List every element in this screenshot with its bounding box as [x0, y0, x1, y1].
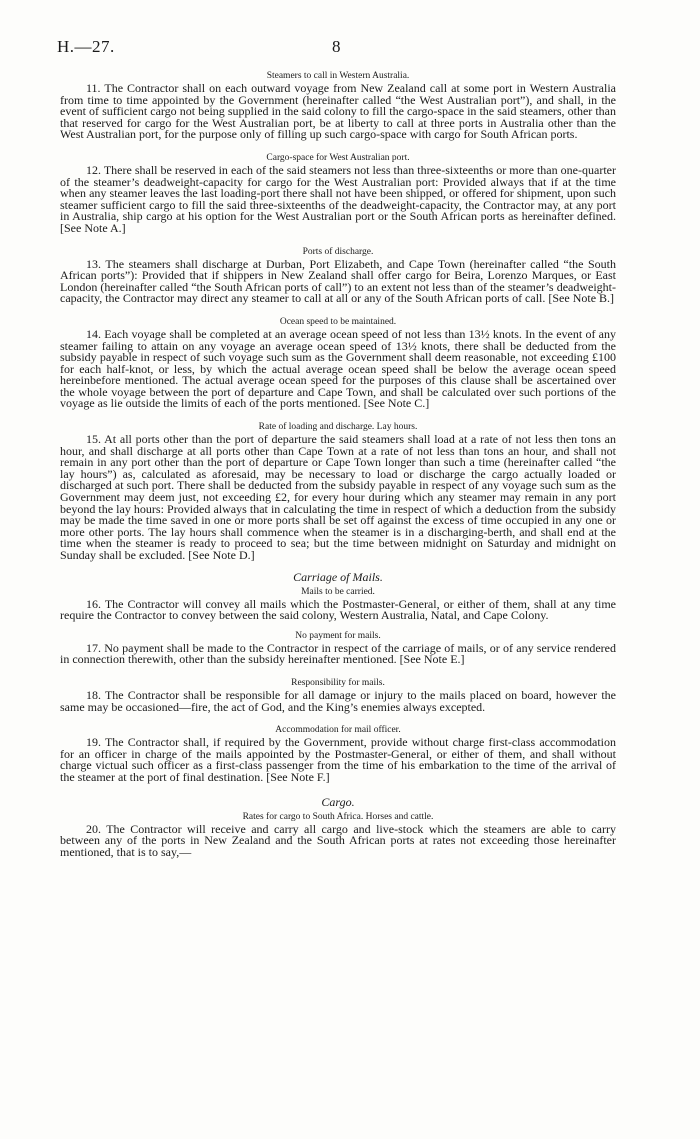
clause-text: At all ports other than the port of departure the said steamers shall load at a rate of not less then tons an hour, and shall discharge at all ports other than Cape Town at a rate of not less than tons an hour, and shall not remain in any port other than the port of departure or Cape Town longer than such a time (hereinafter called “the lay hours”) as, calculated as aforesaid, may be necessary to load or discharge the cargo actually loaded or discharged at such port. There shall be deducted from the subsidy payable in respect of any voyage such sum as the Government may deem just, not exceeding £2, for every hour during which any steamer may remain in any port beyond the lay hours: Provided always that in calculating the time in respect of which a deduction from the subsidy may be made the time saved in one or more ports shall be set off against the excess of time occupied in any one or more other ports. The lay hours shall commence when the steamer is in a discharging-berth, and shall end at the time when the steamer is ready to proceed to sea; but the time between midnight on Saturday and midnight on Sunday shall be excluded. [See Note D.] [60, 432, 617, 562]
clause-text: The Contractor shall, if required by the Government, provide without charge first-class accommodation for an officer in charge of the mails appointed by the Postmaster-General, or either of them, and shall without charge victual such officer as a first-class passenger from the time of his embarkation to the time of the arrival of the steamer at the port of final destination. [See Note F.] [60, 735, 616, 784]
clause-text: The Contractor will receive and carry all cargo and live-stock which the steamers are able to carry between any of the ports in New Zealand and the South African ports at rates not exceeding those hereinafter mentioned, that is to say,— [60, 821, 616, 859]
clause-number: 19. [86, 735, 101, 750]
clause-number: 15. [86, 432, 101, 447]
clause-text: No payment shall be made to the Contractor in respect of the carriage of mails, or of any service rendered in connection therewith, other than the subsidy hereinafter mentioned. [See Note E.] [60, 640, 617, 667]
clause-20 [60, 821, 616, 859]
part-heading: Cargo. [321, 794, 355, 809]
clause-number: 16. [86, 596, 101, 611]
document-body [60, 70, 616, 858]
clause-text: The Contractor will convey all mails which the Postmaster-General, or either of them, shall at any time require the Contractor to convey between the said colony, Western Australia, Natal, and Cape Colony. [60, 596, 616, 623]
clause-text: There shall be reserved in each of the said steamers not less than three-sixteenths or more than one-quarter of the steamer’s deadweight-capacity for cargo for the West Australian port: Provided always that if at the time when any steamer leaves the last loading-port there shall not have been shipped, or offered for shipment, upon such steamer sufficient cargo to fill the said three-sixteenths of the deadweight-capacity, the Contractor may, at any port in Australia, ship cargo at his option for the West Australian port or the South African ports as hereinafter defined. [See Note A.] [60, 162, 616, 235]
clause-text: The Contractor shall on each outward voyage from New Zealand call at some port in Western Australia from time to time appointed by the Government (hereinafter called “the West Australian port”), and shall, in the event of sufficient cargo not being supplied in the said colony to fill the cargo-space in the said steamers, other than that reserved for cargo for the West Australian port, be at liberty to call at three ports in Australia other than the West Australian port, for the purpose only of filling up such cargo-space with cargo for South African ports. [60, 81, 616, 142]
clause-18 [60, 687, 616, 714]
section-heading: No payment for mails. [295, 630, 381, 641]
clause-16 [60, 596, 616, 623]
clause-text: Each voyage shall be completed at an average ocean speed of not less than 13½ knots. In the event of any steamer failing to attain on any voyage an average ocean speed of 13½ knots, there shall be deducted from the subsidy payable in respect of such voyage such sum as the Government shall deem reasonable, not exceeding £100 for each half-knot, or less, by which the actual average ocean speed shall be below the average ocean speed hereinbefore mentioned. The actual average ocean speed for the purposes of this clause shall be ascertained over the whole voyage between the port of departure and Cape Town, and shall be calculated over such portions of the voyage as lie outside the limits of each of the ports mentioned. [See Note C.] [60, 326, 616, 411]
section-heading: Rates for cargo to South Africa. Horses and cattle. [242, 811, 434, 822]
clause-number: 13. [86, 256, 101, 271]
section-heading: Ocean speed to be maintained. [279, 316, 397, 327]
clause-15 [60, 434, 616, 562]
clause-11 [60, 83, 616, 141]
clause-text: The steamers shall discharge at Durban, Port Elizabeth, and Cape Town (hereinafter called “the South African ports”): Provided that if shippers in New Zealand shall offer cargo for Beira, Lorenzo Marques, or East London (hereinafter called “the South African ports of call”) to an extent not less than of the steamer’s deadweight-capacity, the Contractor may direct any steamer to call at all or any of the South African ports of call. [See Note B.] [60, 256, 616, 306]
document-reference: H.—27. [57, 37, 115, 56]
section-heading: Rate of loading and discharge. Lay hours. [258, 422, 418, 433]
clause-text: The Contractor shall be responsible for all damage or injury to the mails placed on board, however the same may be occasioned—fire, the act of God, and the King’s enemies always excepted. [60, 687, 616, 714]
clause-number: 18. [86, 687, 101, 702]
clause-number: 12. [86, 162, 101, 177]
page-number: 8 [332, 37, 341, 56]
clause-13 [60, 256, 616, 306]
part-heading: Carriage of Mails. [293, 569, 383, 584]
section-heading: Cargo-space for West Australian port. [266, 152, 410, 163]
clause-number: 11. [86, 81, 101, 95]
section-heading: Mails to be carried. [301, 586, 375, 597]
section-heading: Responsibility for mails. [291, 677, 385, 688]
clause-17 [60, 640, 617, 667]
clause-12 [60, 162, 616, 235]
clause-number: 20. [86, 821, 101, 836]
clause-number: 17. [86, 640, 101, 655]
section-heading: Accommodation for mail officer. [275, 725, 401, 736]
section-heading: Ports of discharge. [302, 246, 374, 257]
clause-14 [60, 326, 616, 411]
clause-19 [60, 737, 616, 783]
section-heading: Steamers to call in Western Australia. [266, 71, 410, 81]
clause-number: 14. [86, 326, 101, 341]
